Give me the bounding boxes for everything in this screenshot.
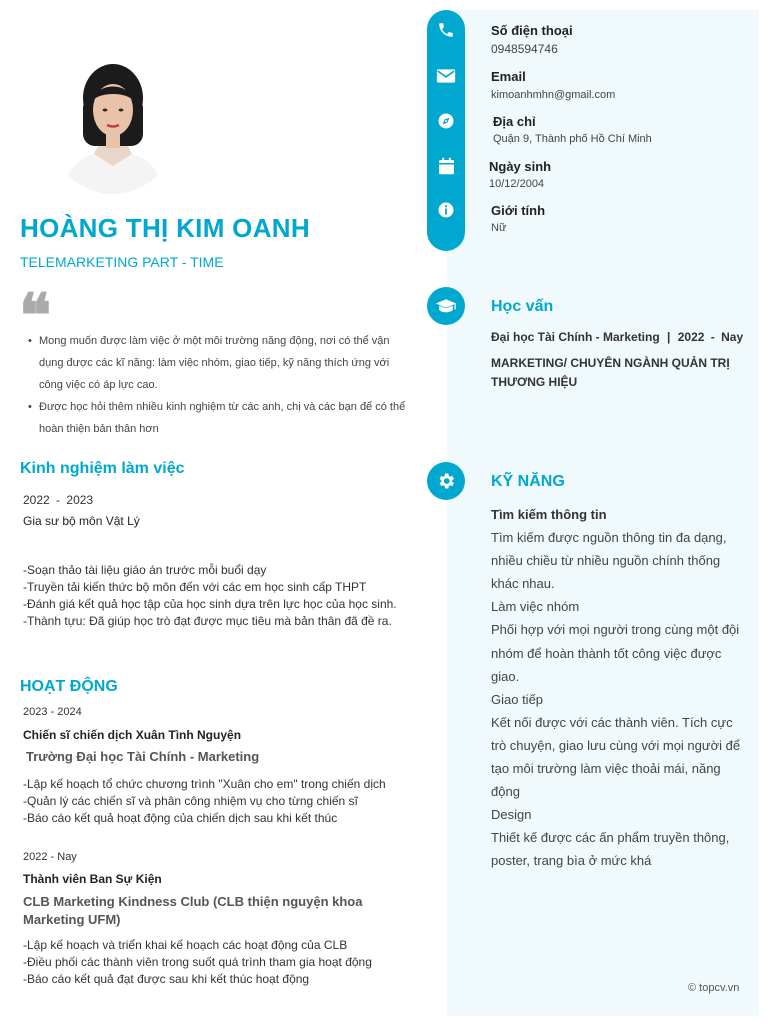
skill-name: Design: [491, 807, 532, 823]
activity-details: [23, 776, 408, 827]
address-value: Quận 9, Thành phố Hồ Chí Minh: [493, 133, 652, 145]
experience-line: -Đánh giá kết quả học tập của học sinh dựa trên lực học của học sinh.: [23, 597, 397, 611]
activity-line: -Điều phối các thành viên trong suốt quá trình tham gia hoạt động: [23, 955, 372, 969]
skills-list: [491, 503, 751, 873]
calendar-icon: [427, 151, 465, 181]
contact-phone: [491, 23, 573, 56]
experience-details: [23, 562, 408, 630]
objective-item: • Mong muốn được làm việc ở một môi trường năng động, nơi có thể vận dụng được các kĩ năng: làm việc nhóm, giao tiếp, kỹ năng thích ứng với công việc có áp lực cao.: [28, 330, 410, 396]
activity-line: -Báo cáo kết quả hoạt động của chiến dịch sau khi kết thúc: [23, 811, 338, 825]
education-school-line: [491, 330, 743, 344]
activity-line: -Quản lý các chiến sĩ và phân công nhiệm vụ cho từng chiến sĩ: [23, 794, 358, 808]
experience-start: 2022: [23, 493, 50, 507]
experience-period: [23, 493, 93, 507]
contact-birthday: [489, 159, 551, 190]
activity-period: 2022 - Nay: [23, 851, 77, 863]
experience-role: Gia sư bộ môn Vật Lý: [23, 514, 140, 528]
activity-period: 2023 - 2024: [23, 706, 82, 718]
skill-name: Giao tiếp: [491, 691, 544, 707]
experience-line: -Soạn thảo tài liệu giáo án trước mỗi buổi dạy: [23, 563, 267, 577]
activity-org: CLB Marketing Kindness Club (CLB thiện nguyện khoa Marketing UFM): [23, 894, 363, 927]
education-end: Nay: [721, 330, 744, 344]
experience-line: -Thành tựu: Đã giúp học trò đạt được mục tiêu mà bản thân đã đề ra.: [23, 614, 392, 628]
gear-icon: [427, 462, 465, 500]
contact-gender: [491, 203, 545, 234]
skills-title: KỸ NĂNG: [491, 473, 565, 490]
activity-line: -Lập kế hoạch và triển khai kế hoạch các hoạt động của CLB: [23, 938, 348, 952]
contact-address: [493, 114, 652, 145]
phone-label: Số điện thoại: [491, 23, 573, 38]
objective-item: • Được học hỏi thêm nhiều kinh nghiệm từ các anh, chị và các bạn để có thể hoàn thiện bản thân hơn: [28, 396, 410, 440]
quote-icon: ❝: [19, 281, 52, 351]
experience-title: Kinh nghiệm làm việc: [20, 460, 185, 477]
candidate-name: HOÀNG THỊ KIM OANH: [20, 213, 310, 243]
activity-details: [23, 937, 408, 988]
graduation-cap-icon: [427, 287, 465, 325]
phone-icon: [427, 15, 465, 45]
gender-value: Nữ: [491, 222, 507, 234]
activities-title: HOẠT ĐỘNG: [20, 678, 118, 695]
education-title: Học vấn: [491, 298, 554, 315]
envelope-icon: [427, 61, 465, 91]
info-icon: [427, 195, 465, 225]
gender-label: Giới tính: [491, 203, 546, 218]
education-major: MARKETING/ CHUYÊN NGÀNH QUẢN TRỊ THƯƠNG HIỆU: [491, 356, 730, 389]
skill-desc: Tìm kiếm được nguồn thông tin đa dạng, nhiều chiều từ nhiều nguồn chính thống khác nhau.: [491, 530, 727, 592]
education-start: 2022: [677, 330, 705, 344]
contact-email: [491, 69, 615, 101]
activity-line: -Lập kế hoạch tổ chức chương trình "Xuân cho em" trong chiến dịch: [23, 777, 386, 791]
email-value[interactable]: kimoanhmhn@gmail.com: [491, 89, 616, 101]
contact-icon-bar: [427, 10, 465, 251]
phone-value[interactable]: 0948594746: [491, 42, 558, 56]
skill-desc: Kết nối được với các thành viên. Tích cực trò chuyện, giao lưu cùng với mọi người để tạo môi trường làm việc thoải mái, năng động: [491, 714, 741, 800]
skill-name: Làm việc nhóm: [491, 599, 580, 615]
education-separator: |: [667, 330, 671, 344]
experience-dash: -: [56, 493, 61, 507]
experience-end: 2023: [66, 493, 94, 507]
birthday-value: 10/12/2004: [489, 178, 545, 190]
avatar: [44, 36, 182, 194]
activity-org: Trường Đại học Tài Chính - Marketing: [26, 749, 260, 764]
address-label: Địa chỉ: [493, 114, 536, 129]
experience-line: -Truyền tải kiến thức bộ môn đến với các em học sinh cấp THPT: [23, 580, 367, 594]
skill-desc: Thiết kế được các ấn phẩm truyền thông, poster, trang bìa ở mức khá: [491, 830, 730, 869]
skill-desc: Phối hợp với mọi người trong cùng một đội nhóm để hoàn thành tốt công việc được giao.: [491, 622, 740, 684]
activity-role: Chiến sĩ chiến dịch Xuân Tình Nguyện: [23, 728, 242, 742]
footer-credit[interactable]: © topcv.vn: [688, 982, 740, 994]
education-school: Đại học Tài Chính - Marketing: [491, 330, 660, 344]
birthday-label: Ngày sinh: [489, 159, 552, 174]
skill-name: Tìm kiếm thông tin: [491, 507, 607, 522]
email-label: Email: [491, 69, 526, 84]
career-objective: [28, 330, 410, 440]
education-dash: -: [710, 330, 715, 344]
activity-role: Thành viên Ban Sự Kiện: [23, 872, 162, 886]
compass-icon: [427, 106, 465, 136]
activity-line: -Báo cáo kết quả đạt được sau khi kết thúc hoạt động: [23, 972, 310, 986]
job-position: TELEMARKETING PART - TIME: [20, 254, 224, 270]
